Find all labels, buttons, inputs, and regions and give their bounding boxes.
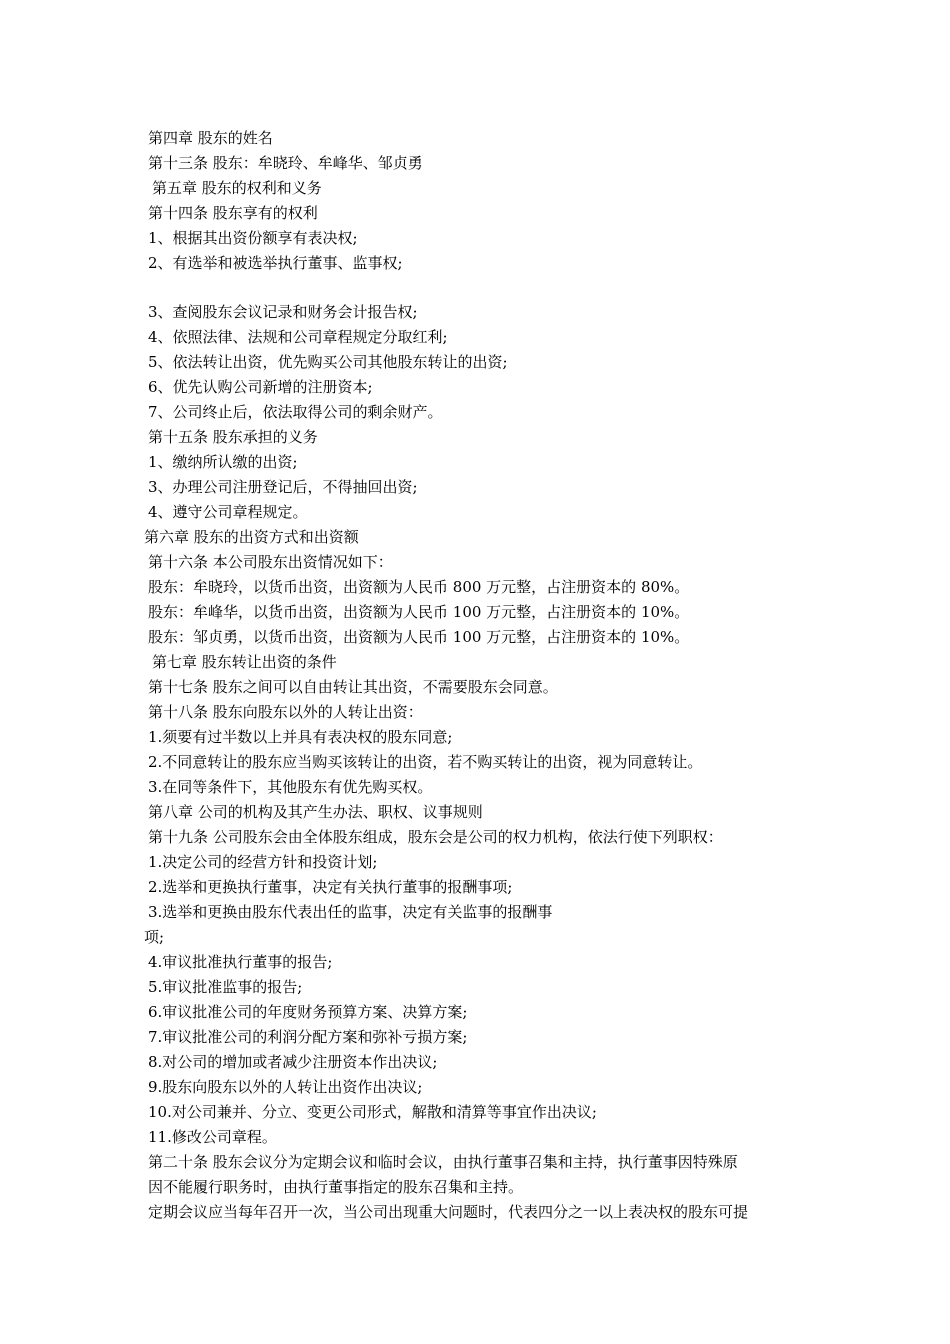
power-item-6: 6.审议批准公司的年度财务预算方案、决算方案;: [148, 1003, 468, 1021]
duty-item-3: 3、办理公司注册登记后，不得抽回出资;: [148, 478, 418, 496]
article-17: 第十七条 股东之间可以自由转让其出资，不需要股东会同意。: [148, 678, 558, 696]
right-item-3: 3、查阅股东会议记录和财务会计报告权;: [148, 303, 418, 321]
article-14: 第十四条 股东享有的权利: [148, 204, 318, 222]
power-item-4: 4.审议批准执行董事的报告;: [148, 953, 333, 971]
power-item-9: 9.股东向股东以外的人转让出资作出决议;: [148, 1078, 423, 1096]
chapter-7-heading: 第七章 股东转让出资的条件: [152, 653, 337, 671]
transfer-item-2: 2.不同意转让的股东应当购买该转让的出资，若不购买转让的出资，视为同意转让。: [148, 753, 703, 771]
article-13: 第十三条 股东：牟晓玲、牟峰华、邹贞勇: [148, 154, 423, 172]
duty-item-4: 4、遵守公司章程规定。: [148, 503, 308, 521]
transfer-item-1: 1.须要有过半数以上并具有表决权的股东同意;: [148, 728, 453, 746]
transfer-item-3: 3.在同等条件下，其他股东有优先购买权。: [148, 778, 433, 796]
power-item-8: 8.对公司的增加或者减少注册资本作出决议;: [148, 1053, 438, 1071]
chapter-4-heading: 第四章 股东的姓名: [148, 129, 273, 147]
power-item-7: 7.审议批准公司的利润分配方案和弥补亏损方案;: [148, 1028, 468, 1046]
power-item-11: 11.修改公司章程。: [148, 1128, 277, 1146]
article-16: 第十六条 本公司股东出资情况如下：: [148, 553, 393, 571]
right-item-4: 4、依照法律、法规和公司章程规定分取红利;: [148, 328, 448, 346]
duty-item-1: 1、缴纳所认缴的出资;: [148, 453, 298, 471]
shareholder-2-contribution: 股东：牟峰华，以货币出资，出资额为人民币 100 万元整，占注册资本的 10%。: [148, 603, 690, 621]
power-item-3-continued: 项;: [144, 928, 165, 946]
article-15: 第十五条 股东承担的义务: [148, 428, 318, 446]
article-20-continued: 因不能履行职务时，由执行董事指定的股东召集和主持。: [148, 1178, 524, 1196]
chapter-8-heading: 第八章 公司的机构及其产生办法、职权、议事规则: [148, 803, 483, 821]
chapter-5-heading: 第五章 股东的权利和义务: [152, 179, 322, 197]
power-item-5: 5.审议批准监事的报告;: [148, 978, 303, 996]
shareholder-1-contribution: 股东：牟晓玲，以货币出资，出资额为人民币 800 万元整，占注册资本的 80%。: [148, 578, 690, 596]
power-item-2: 2.选举和更换执行董事，决定有关执行董事的报酬事项;: [148, 878, 513, 896]
right-item-5: 5、依法转让出资，优先购买公司其他股东转让的出资;: [148, 353, 508, 371]
right-item-2: 2、有选举和被选举执行董事、监事权;: [148, 254, 403, 272]
right-item-1: 1、根据其出资份额享有表决权;: [148, 229, 358, 247]
article-19: 第十九条 公司股东会由全体股东组成，股东会是公司的权力机构，依法行使下列职权：: [148, 828, 723, 846]
article-20: 第二十条 股东会议分为定期会议和临时会议，由执行董事召集和主持，执行董事因特殊原: [148, 1153, 738, 1171]
chapter-6-heading: 第六章 股东的出资方式和出资额: [144, 528, 359, 546]
article-18: 第十八条 股东向股东以外的人转让出资：: [148, 703, 423, 721]
power-item-1: 1.决定公司的经营方针和投资计划;: [148, 853, 378, 871]
power-item-3: 3.选举和更换由股东代表出任的监事，决定有关监事的报酬事: [148, 903, 553, 921]
regular-meeting-paragraph: 定期会议应当每年召开一次，当公司出现重大问题时，代表四分之一以上表决权的股东可提: [148, 1203, 749, 1221]
right-item-6: 6、优先认购公司新增的注册资本;: [148, 378, 373, 396]
shareholder-3-contribution: 股东：邹贞勇，以货币出资，出资额为人民币 100 万元整，占注册资本的 10%。: [148, 628, 690, 646]
power-item-10: 10.对公司兼并、分立、变更公司形式，解散和清算等事宜作出决议;: [148, 1103, 597, 1121]
right-item-7: 7、公司终止后，依法取得公司的剩余财产。: [148, 403, 443, 421]
